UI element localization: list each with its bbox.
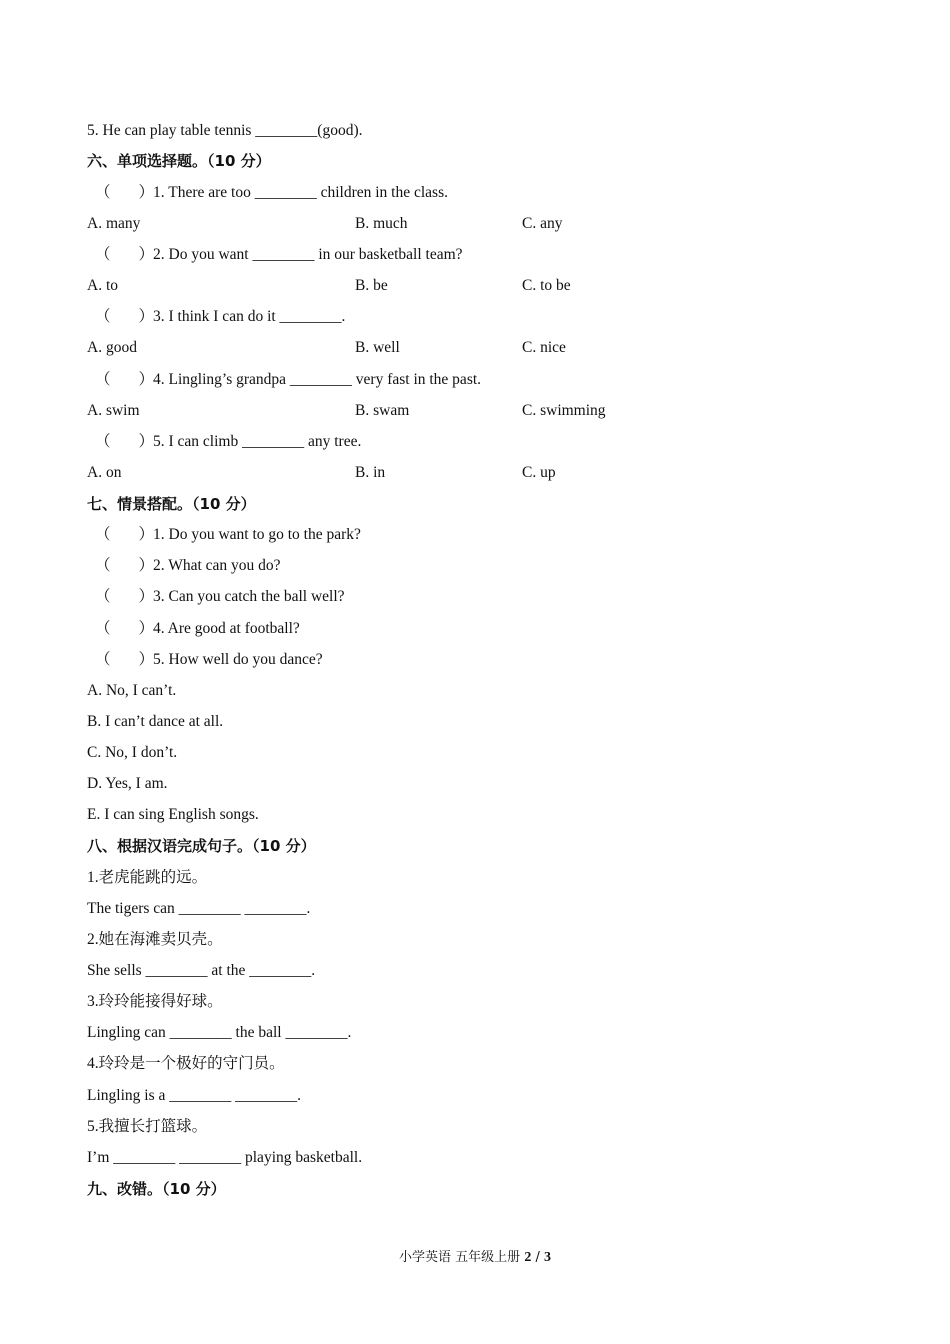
answer-paren[interactable]: （ ） — [95, 371, 155, 388]
option-a: A. many — [87, 215, 141, 232]
option-a: A. to — [87, 277, 118, 294]
s6-question-2: （ ）2. Do you want ________ in our basketball team? — [95, 246, 463, 263]
footer-page-total: 3 — [543, 1250, 551, 1265]
footer-separator: / — [531, 1250, 544, 1265]
s6-options-1 — [87, 214, 563, 234]
option-b: B. be — [355, 277, 388, 294]
s8-english-1: The tigers can ________ ________. — [87, 900, 311, 917]
s7-answer-a: A. No, I can’t. — [87, 682, 177, 699]
s8-chinese-4: 4.玲玲是一个极好的守门员。 — [87, 1055, 285, 1072]
s7-question-1: （ ）1. Do you want to go to the park? — [95, 526, 361, 543]
option-c: C. to be — [522, 277, 571, 294]
s7-question-2: （ ）2. What can you do? — [95, 557, 281, 574]
option-c: C. any — [522, 215, 563, 232]
s7-question-4: （ ）4. Are good at football? — [95, 620, 300, 637]
option-c: C. nice — [522, 339, 566, 356]
s7-answer-b: B. I can’t dance at all. — [87, 713, 224, 730]
answer-paren[interactable]: （ ） — [95, 651, 155, 668]
option-c: C. swimming — [522, 402, 606, 419]
s6-question-4: （ ）4. Lingling’s grandpa ________ very fast in the past. — [95, 371, 482, 388]
option-b: B. swam — [355, 402, 410, 419]
option-c: C. up — [522, 464, 556, 481]
option-a: A. on — [87, 464, 122, 481]
answer-paren[interactable]: （ ） — [95, 433, 155, 450]
section-8-heading: 八、根据汉语完成句子。（10 分） — [87, 837, 316, 855]
answer-paren[interactable]: （ ） — [95, 184, 155, 201]
s6-options-3 — [87, 338, 566, 358]
s6-question-5: （ ）5. I can climb ________ any tree. — [95, 433, 362, 450]
s7-answer-c: C. No, I don’t. — [87, 744, 178, 761]
answer-paren[interactable]: （ ） — [95, 246, 155, 263]
section-7-heading: 七、情景搭配。（10 分） — [87, 495, 256, 513]
answer-paren[interactable]: （ ） — [95, 308, 155, 325]
s7-question-3: （ ）3. Can you catch the ball well? — [95, 588, 345, 605]
s8-english-2: She sells ________ at the ________. — [87, 962, 316, 979]
s8-english-3: Lingling can ________ the ball ________. — [87, 1024, 352, 1041]
s8-chinese-3: 3.玲玲能接得好球。 — [87, 993, 223, 1010]
s8-english-5: I’m ________ ________ playing basketball. — [87, 1149, 363, 1166]
page-footer — [0, 1246, 950, 1266]
section-6-heading: 六、单项选择题。（10 分） — [87, 152, 271, 170]
previous-item-5: 5. He can play table tennis ________(good). — [87, 122, 363, 139]
s6-question-3: （ ）3. I think I can do it ________. — [95, 308, 346, 325]
answer-paren[interactable]: （ ） — [95, 620, 155, 637]
option-b: B. much — [355, 215, 408, 232]
answer-paren[interactable]: （ ） — [95, 557, 155, 574]
s6-options-2 — [87, 276, 571, 296]
s7-answer-d: D. Yes, I am. — [87, 775, 168, 792]
s8-english-4: Lingling is a ________ ________. — [87, 1087, 301, 1104]
option-b: B. well — [355, 339, 400, 356]
option-a: A. swim — [87, 402, 140, 419]
s6-options-5 — [87, 463, 556, 483]
answer-paren[interactable]: （ ） — [95, 526, 155, 543]
s7-question-5: （ ）5. How well do you dance? — [95, 651, 323, 668]
footer-subject: 小学英语 五年级上册 — [399, 1250, 521, 1265]
option-a: A. good — [87, 339, 137, 356]
s7-answer-e: E. I can sing English songs. — [87, 806, 259, 823]
section-9-heading: 九、改错。（10 分） — [87, 1180, 226, 1198]
footer-page-number: 2 — [524, 1250, 532, 1265]
answer-paren[interactable]: （ ） — [95, 588, 155, 605]
s8-chinese-1: 1.老虎能跳的远。 — [87, 869, 208, 886]
s6-options-4 — [87, 401, 606, 421]
s8-chinese-5: 5.我擅长打篮球。 — [87, 1118, 208, 1135]
s8-chinese-2: 2.她在海滩卖贝壳。 — [87, 931, 223, 948]
option-b: B. in — [355, 464, 386, 481]
s6-question-1: （ ）1. There are too ________ children in the class. — [95, 184, 448, 201]
